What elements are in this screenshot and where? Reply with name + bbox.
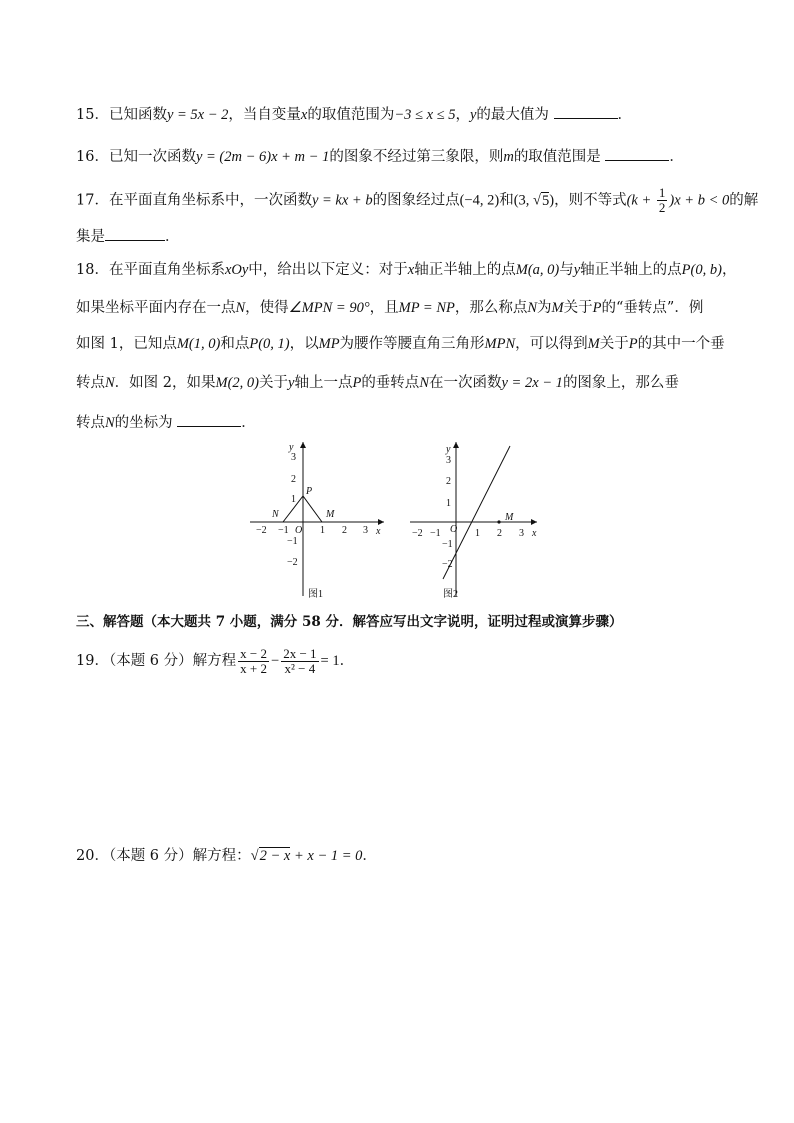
text: ． xyxy=(669,149,684,165)
answer-blank[interactable] xyxy=(554,104,618,119)
point-expr: (−4, 2) xyxy=(459,192,500,209)
y-axis-label: y xyxy=(289,442,294,453)
x-axis-label: x xyxy=(532,528,537,539)
question-18-line-5 xyxy=(76,412,256,433)
math: ∠MPN = 90° xyxy=(288,300,370,316)
variable: y xyxy=(469,107,477,123)
text: ．如图 2，如果 xyxy=(114,375,216,391)
text: 为腰作等腰直角三角形 xyxy=(339,336,485,352)
question-number: 16． xyxy=(76,149,109,165)
question-number: 18． xyxy=(76,262,109,278)
question-20 xyxy=(76,846,377,866)
score-tag: （本题 6 分） xyxy=(108,848,193,864)
math: P xyxy=(352,375,362,391)
inequality-expr: (k + xyxy=(626,192,655,209)
question-17-line-2 xyxy=(76,226,180,247)
point-m xyxy=(497,520,500,523)
point-m-label: M xyxy=(505,512,514,523)
math: N xyxy=(105,415,115,431)
text: 为 xyxy=(537,300,552,316)
question-18-line-1 xyxy=(76,260,736,280)
text: ． xyxy=(339,653,355,669)
figure-2 xyxy=(406,436,551,606)
figure-2-caption: 图2 xyxy=(443,589,458,600)
text: 集是 xyxy=(76,229,105,245)
y-tick: −1 xyxy=(287,536,298,547)
text: 转点 xyxy=(76,375,105,391)
text: ． xyxy=(617,107,633,123)
text: 的垂转点 xyxy=(361,375,420,391)
x-tick: 1 xyxy=(475,528,480,539)
math: M xyxy=(551,300,564,316)
answer-blank[interactable] xyxy=(105,226,165,241)
text: ， xyxy=(721,262,737,278)
y-tick: 3 xyxy=(446,455,451,466)
text: ． xyxy=(165,229,180,245)
x-tick: 1 xyxy=(320,525,325,536)
text: 和 xyxy=(499,192,514,209)
answer-blank[interactable] xyxy=(177,412,241,427)
text: 的图象经过点 xyxy=(372,192,460,209)
text: 已知函数 xyxy=(108,107,167,123)
function-expr: y = 5x − 2 xyxy=(166,107,229,123)
math: y = 2x − 1 xyxy=(501,375,563,391)
y-tick: 1 xyxy=(446,498,451,509)
text: ，且 xyxy=(369,300,399,316)
text: 的取值范围是 xyxy=(513,149,601,165)
point-m-label: M xyxy=(326,509,335,520)
math: N xyxy=(419,375,429,391)
x-axis-arrow xyxy=(531,519,537,525)
equation-rhs: = 1 xyxy=(320,653,340,669)
fraction-numerator: 2x − 1 xyxy=(283,645,317,661)
math: MPN xyxy=(484,336,516,352)
score-tag: （本题 6 分） xyxy=(108,653,193,669)
radicand: 5 xyxy=(542,192,550,209)
section-3-heading: 三、解答题（本大题共 7 小题，满分 58 分．解答应写出文字说明，证明过程或演算步骤） xyxy=(76,614,623,630)
text: ，使得 xyxy=(245,300,289,316)
sqrt-sign: √ xyxy=(533,192,541,209)
text: ，那么称点 xyxy=(454,300,528,316)
y-tick: 1 xyxy=(291,494,296,505)
x-axis-arrow xyxy=(378,519,384,525)
text: 关于 xyxy=(599,336,629,352)
y-axis-label: y xyxy=(446,444,451,455)
text: ，可以得到 xyxy=(515,336,588,352)
math: MP xyxy=(318,336,340,352)
equation-expr: + x − 1 = 0 xyxy=(290,848,363,864)
text: ，以 xyxy=(289,336,319,352)
question-15 xyxy=(76,104,632,125)
point-n-label: N xyxy=(272,509,279,520)
question-number: 20． xyxy=(76,848,109,864)
point-expr: ) xyxy=(549,192,555,209)
math: P(0, b) xyxy=(681,262,722,278)
text: 在一次函数 xyxy=(428,375,502,391)
line-y-2x-1 xyxy=(443,446,510,579)
answer-blank[interactable] xyxy=(605,146,669,161)
fraction xyxy=(281,647,318,676)
text: ， xyxy=(455,107,470,123)
text: 中，给出以下定义：对于 xyxy=(248,262,408,278)
text: 和点 xyxy=(220,336,250,352)
text: ． xyxy=(241,415,256,431)
text: 关于 xyxy=(259,375,289,391)
text: 的取值范围为 xyxy=(307,107,395,123)
point-p-label: P xyxy=(306,486,313,497)
fraction xyxy=(238,647,269,676)
y-axis-arrow xyxy=(300,442,306,448)
inequality-expr: )x + b < 0 xyxy=(669,192,730,209)
question-18-line-2 xyxy=(76,298,703,318)
text: 如图 1，已知点 xyxy=(76,336,177,352)
text: 已知一次函数 xyxy=(108,149,196,165)
math: M xyxy=(587,336,600,352)
origin-label: O xyxy=(295,525,303,536)
text: 的解 xyxy=(729,192,759,209)
operator: − xyxy=(271,653,280,669)
math: N xyxy=(235,300,246,316)
math: P xyxy=(628,336,638,352)
question-19 xyxy=(76,646,354,676)
math: M(a, 0) xyxy=(515,262,560,278)
x-tick: 2 xyxy=(497,528,502,539)
math: MP = NP xyxy=(398,300,455,316)
text: 轴正半轴上的点 xyxy=(414,262,516,278)
math: xOy xyxy=(224,262,249,278)
y-axis-arrow xyxy=(453,442,459,448)
text: 的最大值为 xyxy=(476,107,549,123)
question-number: 15． xyxy=(76,107,109,123)
math: P(0, 1) xyxy=(249,336,290,352)
x-tick: 3 xyxy=(519,528,524,539)
text: 轴正半轴上的点 xyxy=(580,262,682,278)
math: M(1, 0) xyxy=(176,336,221,352)
text: 在平面直角坐标系 xyxy=(108,262,225,278)
variable: x xyxy=(300,107,308,123)
x-tick: −2 xyxy=(256,525,267,536)
x-tick: −2 xyxy=(412,528,423,539)
y-tick: 2 xyxy=(291,474,296,485)
sqrt-sign: √ xyxy=(250,848,259,864)
y-tick: −1 xyxy=(442,539,453,550)
text: 的图象不经过第三象限，则 xyxy=(329,149,504,165)
text: 在平面直角坐标系中，一次函数 xyxy=(108,192,312,209)
math: M(2, 0) xyxy=(215,375,260,391)
text: ，则不等式 xyxy=(554,192,627,209)
question-18-line-3 xyxy=(76,334,725,354)
text: ，当自变量 xyxy=(228,107,301,123)
x-tick: −1 xyxy=(430,528,441,539)
math: y xyxy=(288,375,295,391)
y-tick: −2 xyxy=(287,557,298,568)
question-number: 17． xyxy=(76,192,109,209)
text: 解方程： xyxy=(192,848,251,864)
question-17 xyxy=(76,186,758,215)
text: 如果坐标平面内存在一点 xyxy=(76,300,236,316)
figure-1 xyxy=(248,436,393,606)
text: 解方程 xyxy=(192,653,237,669)
point-expr: (3, xyxy=(513,192,534,209)
x-tick: 3 xyxy=(363,525,368,536)
fraction xyxy=(657,186,668,215)
text: 的其中一个垂 xyxy=(637,336,725,352)
text: ． xyxy=(362,848,377,864)
fraction-denominator: x² − 4 xyxy=(284,660,316,676)
radicand: 2 − x xyxy=(259,848,291,864)
text: 转点 xyxy=(76,415,105,431)
x-axis-label: x xyxy=(376,526,381,537)
y-tick: 2 xyxy=(446,476,451,487)
math: P xyxy=(592,300,602,316)
text: 的“垂转点”．例 xyxy=(601,300,704,316)
x-tick: 2 xyxy=(342,525,347,536)
fraction-numerator: 1 xyxy=(658,185,666,200)
figure-1-caption: 图1 xyxy=(308,589,323,600)
math: N xyxy=(105,375,115,391)
math: N xyxy=(527,300,538,316)
text: 的图象上，那么垂 xyxy=(562,375,679,391)
y-tick: 3 xyxy=(291,452,296,463)
variable: m xyxy=(503,149,514,165)
range-expr: −3 ≤ x ≤ 5 xyxy=(394,107,456,123)
text: 轴上一点 xyxy=(294,375,353,391)
text: 的坐标为 xyxy=(114,415,173,431)
function-expr: y = (2m − 6)x + m − 1 xyxy=(195,149,330,165)
fraction-denominator: x + 2 xyxy=(240,660,267,676)
question-18-line-4 xyxy=(76,373,679,393)
function-expr: y = kx + b xyxy=(311,192,373,209)
origin-label: O xyxy=(450,524,458,535)
text: 与 xyxy=(559,262,574,278)
fraction-denominator: 2 xyxy=(658,200,666,215)
math: y xyxy=(573,262,581,278)
question-number: 19． xyxy=(76,653,109,669)
question-16 xyxy=(76,146,684,167)
fraction-numerator: x − 2 xyxy=(240,645,267,661)
y-tick: −2 xyxy=(442,559,453,570)
x-tick: −1 xyxy=(278,525,289,536)
text: 关于 xyxy=(563,300,593,316)
math: x xyxy=(407,262,415,278)
